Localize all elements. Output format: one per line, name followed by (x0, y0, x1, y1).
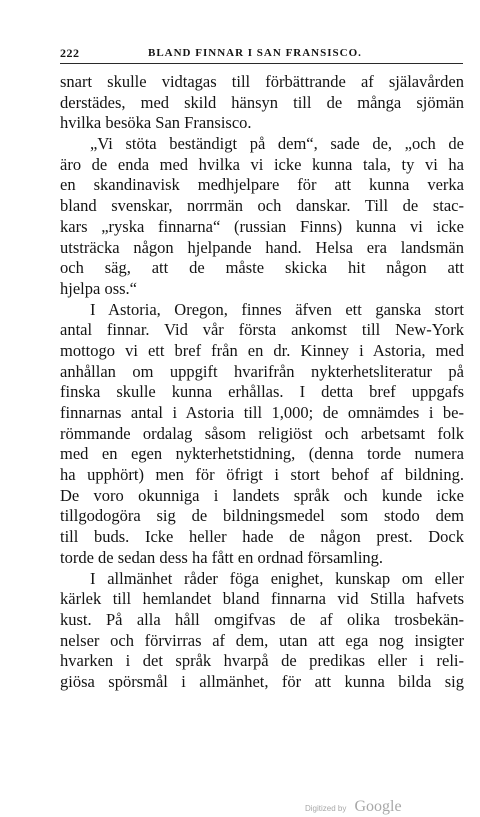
text-line: nelser och förvirras af dem, utan att ega nog insigter (60, 630, 464, 650)
text-line: derstädes, med skild hänsyn till de många sjömän (60, 92, 464, 112)
text-line: kärlek till hemlandet bland finnarna vid Stilla hafvets (60, 589, 464, 609)
digitized-by-watermark (305, 796, 402, 816)
text-line: tillgodogöra sig de bildningsmedel som stodo dem (60, 506, 464, 526)
text-line: med en egen nykterhetstidning, (denna torde numera (60, 444, 464, 464)
text-line: torde de sedan dess ha fått en ordnad församling. (60, 547, 384, 567)
text-line: „Vi stöta beständigt på dem“, sade de, „och de (90, 134, 464, 154)
text-line: hjelpa oss.“ (60, 278, 137, 298)
text-line: utsträcka någon hjelpande hand. Helsa era landsmän (60, 237, 464, 257)
text-line: I Astoria, Oregon, finnes äfven ett ganska stort (90, 299, 464, 319)
text-line: kust. På alla håll omgifvas de af olika trosbekän- (60, 609, 464, 629)
text-line: anhållan om uppgift hvarifrån nykterhetsliteratur på (60, 361, 464, 381)
page-number: 222 (60, 46, 80, 60)
text-line: I allmänhet råder föga enighet, kunskap om eller (90, 568, 464, 588)
text-line: ha upphört) men för öfrigt i stort behof af bildning. (60, 465, 464, 485)
text-line: äro de enda med hvilka vi icke kunna tala, ty vi ha (60, 154, 464, 174)
running-head: BLAND FINNAR I SAN FRANSISCO. (148, 47, 362, 59)
text-line: antal finnar. Vid vår första ankomst till New-York (60, 320, 464, 340)
text-line: mottogo vi ett bref från en dr. Kinney i Astoria, med (60, 340, 464, 360)
body-text (60, 72, 464, 693)
text-line: kars „ryska finnarna“ (russian Finns) kunna vi icke (60, 216, 464, 236)
text-line: snart skulle vidtagas till förbättrande af själavården (60, 72, 464, 91)
text-line: finnarnas antal i Astoria till 1,000; de omnämdes i be- (60, 403, 464, 422)
header-rule (60, 63, 463, 64)
page-header (60, 42, 460, 62)
text-line: römmande ordalag såsom religiöst och arbetsamt folk (60, 423, 464, 443)
text-line: en skandinavisk medhjelpare för att kunna verka (60, 175, 464, 195)
watermark-prefix: Digitized by (305, 804, 347, 813)
text-line: finska skulle kunna erhållas. I detta bref uppgafs (60, 382, 464, 402)
text-line: De voro okunniga i landets språk och kunde icke (60, 485, 464, 505)
text-line: hvilka besöka San Fransisco. (60, 113, 252, 133)
text-line: giösa spörsmål i allmänhet, för att kunna bilda sig (60, 671, 464, 691)
text-line: hvarken i det språk hvarpå de predikas eller i reli- (60, 651, 464, 671)
text-line: bland svenskar, norrmän och danskar. Till de stac- (60, 196, 464, 216)
text-line: och säg, att de måste skicka hit någon att (60, 258, 464, 278)
watermark-brand: Google (354, 798, 402, 815)
text-line: till buds. Icke heller hade de någon prest. Dock (60, 527, 464, 547)
